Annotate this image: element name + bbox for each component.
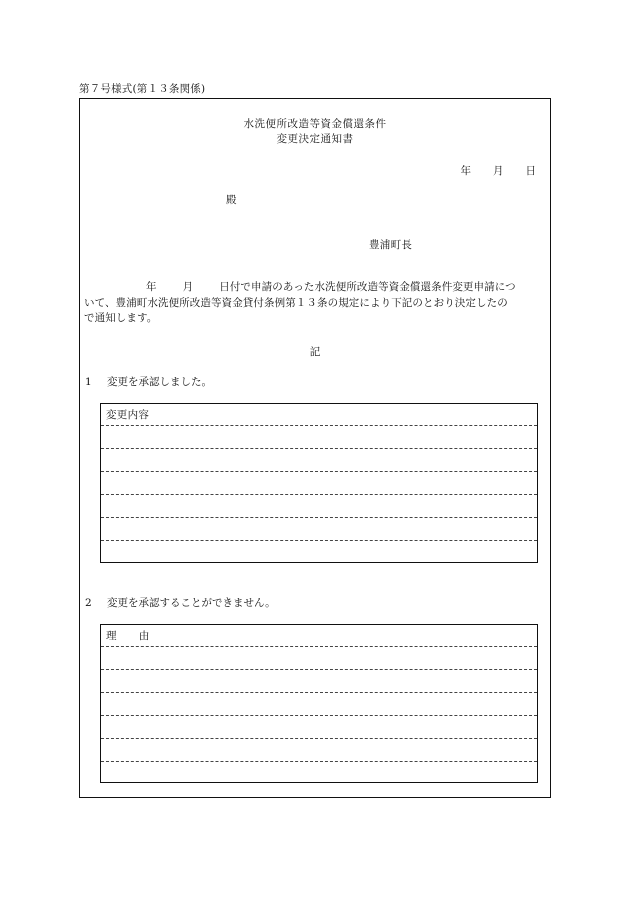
issuer-name: 豊浦町長 — [369, 239, 413, 251]
form-number-label: 第７号様式(第１３条関係) — [79, 83, 206, 95]
document-frame — [79, 98, 551, 798]
addressee-suffix: 殿 — [226, 194, 237, 206]
notice-body-line3: で通知します。 — [84, 312, 158, 324]
item-rejected-text: 変更を承認することができません。 — [107, 597, 276, 609]
date-day-label: 日 — [525, 165, 536, 177]
entry-line — [101, 494, 537, 495]
entry-line — [101, 646, 537, 647]
item-approved-text: 変更を承認しました。 — [107, 376, 212, 388]
entry-line — [101, 692, 537, 693]
entry-line — [101, 540, 537, 541]
item-rejected — [85, 595, 276, 610]
document-title-line1: 水洗便所改造等資金償還条件 — [243, 118, 387, 130]
ki-heading: 記 — [309, 346, 321, 358]
notice-body — [84, 280, 546, 327]
entry-line — [101, 761, 537, 762]
notice-body-line1 — [84, 280, 546, 296]
entry-line — [101, 471, 537, 472]
item-rejected-number: 2 — [85, 597, 92, 609]
entry-line — [101, 448, 537, 449]
change-content-box — [100, 403, 538, 563]
entry-line — [101, 669, 537, 670]
document-title-line2: 変更決定通知書 — [276, 133, 354, 145]
date-year-label: 年 — [460, 165, 471, 177]
date-line — [461, 163, 537, 178]
date-month-label: 月 — [493, 165, 504, 177]
reason-box — [100, 624, 538, 783]
entry-line — [101, 425, 537, 426]
entry-line — [101, 517, 537, 518]
reason-label-a: 理 — [106, 630, 117, 642]
entry-line — [101, 738, 537, 739]
item-approved — [85, 374, 212, 389]
notice-body-line2: いて、豊浦町水洗便所改造等資金貸付条例第１３条の規定により下記のとおり決定したの — [84, 296, 508, 309]
body-line1-rest: 日付で申請のあった水洗便所改造等資金償還条件変更申請につ — [219, 281, 516, 293]
reason-label-b: 由 — [138, 630, 150, 642]
change-content-label: 変更内容 — [106, 409, 150, 421]
reason-label — [106, 628, 150, 643]
item-approved-number: 1 — [85, 376, 92, 388]
body-month-label: 月 — [182, 281, 194, 293]
entry-line — [101, 715, 537, 716]
body-year-label: 年 — [146, 281, 157, 293]
